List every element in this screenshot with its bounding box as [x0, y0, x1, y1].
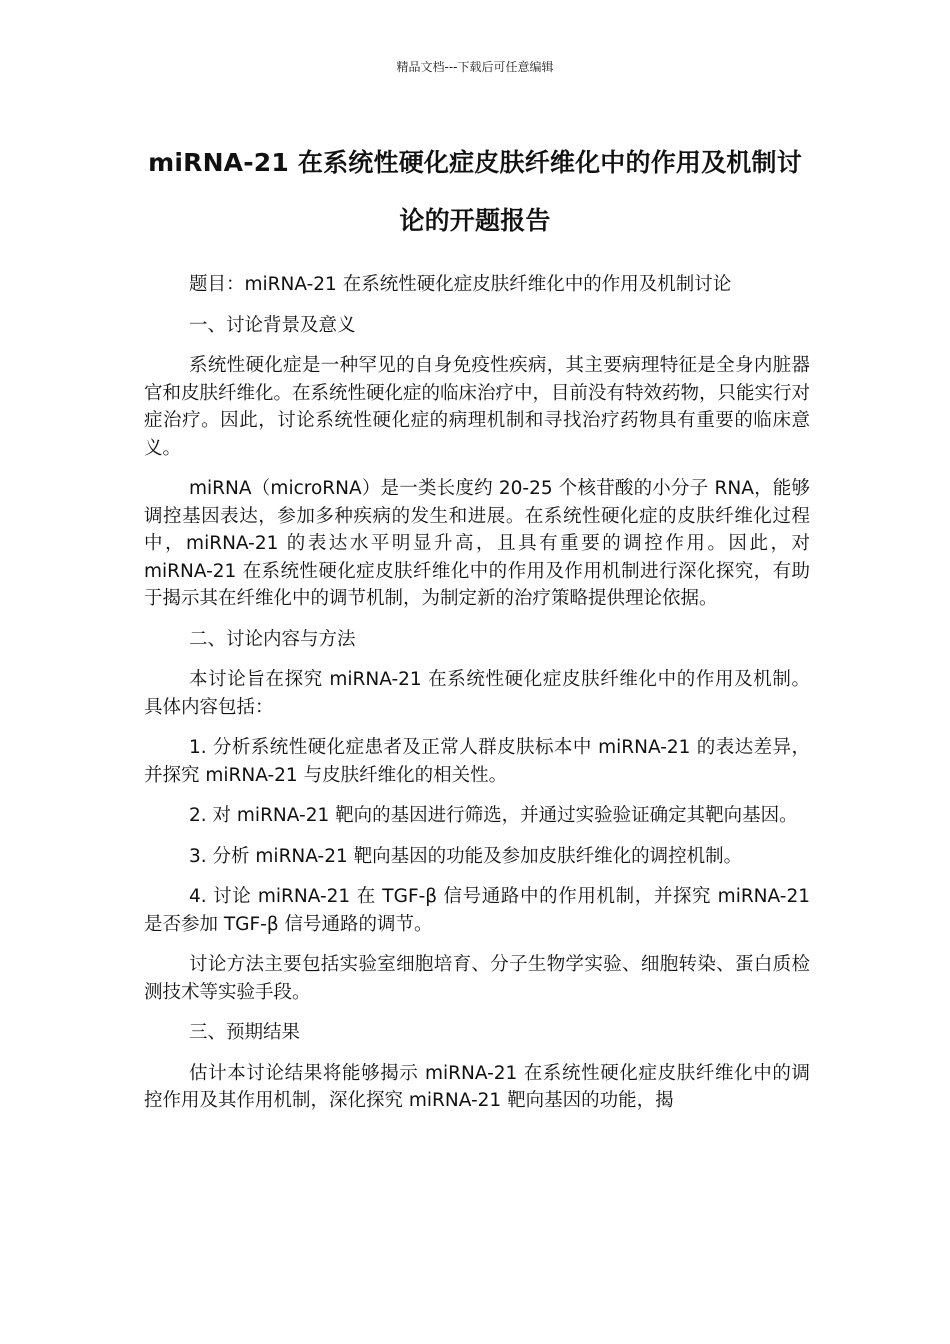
list-item: 1. 分析系统性硬化症患者及正常人群皮肤标本中 miRNA-21 的表达差异，并探究 miRNA-21 与皮肤纤维化的相关性。	[144, 737, 810, 786]
section-heading: 二、讨论内容与方法	[189, 628, 356, 650]
section-heading: 三、预期结果	[189, 1022, 301, 1043]
list-item: 2. 对 miRNA-21 靶向的基因进行筛选，并通过实验验证确定其靶向基因。	[189, 805, 798, 826]
topic-line: 题目：miRNA-21 在系统性硬化症皮肤纤维化中的作用及机制讨论	[189, 274, 732, 295]
body-paragraph: 系统性硬化症是一种罕见的自身免疫性疾病，其主要病理特征是全身内脏器官和皮肤纤维化。在系统性硬化症的临床治疗中，目前没有特效药物，只能实行对症治疗。因此，讨论系统性硬化症的病理机制和寻找治疗药物具有重要的临床意义。	[144, 355, 811, 459]
body-paragraph: 估计本讨论结果将能够揭示 miRNA-21 在系统性硬化症皮肤纤维化中的调控作用及其作用机制，深化探究 miRNA-21 靶向基因的功能，揭	[144, 1062, 810, 1111]
document-body	[144, 271, 810, 1128]
page-header: 精品文档---下载后可任意编辑	[396, 60, 554, 74]
document-title: miRNA-21 在系统性硬化症皮肤纤维化中的作用及机制讨论的开题报告	[148, 148, 802, 235]
list-item: 3. 分析 miRNA-21 靶向基因的功能及参加皮肤纤维化的调控机制。	[189, 845, 743, 867]
list-item: 4. 讨论 miRNA-21 在 TGF-β 信号通路中的作用机制，并探究 miRNA-21 是否参加 TGF-β 信号通路的调节。	[144, 886, 810, 935]
body-paragraph: 讨论方法主要包括实验室细胞培育、分子生物学实验、细胞转染、蛋白质检测技术等实验手段。	[144, 954, 810, 1003]
body-paragraph: 本讨论旨在探究 miRNA-21 在系统性硬化症皮肤纤维化中的作用及机制。具体内容包括：	[144, 669, 810, 718]
section-heading: 一、讨论背景及意义	[189, 314, 356, 336]
body-paragraph: miRNA（microRNA）是一类长度约 20-25 个核苷酸的小分子 RNA，能够调控基因表达，参加多种疾病的发生和进展。在系统性硬化症的皮肤纤维化过程中，miRNA-21 的表达水平明显升高，且具有重要的调控作用。因此，对 miRNA-21 在系统性硬化症皮肤纤维化中的作用及作用机制进行深化探究，有助于揭示其在纤维化中的调节机制，为制定新的治疗策略提供理论依据。	[144, 478, 810, 609]
